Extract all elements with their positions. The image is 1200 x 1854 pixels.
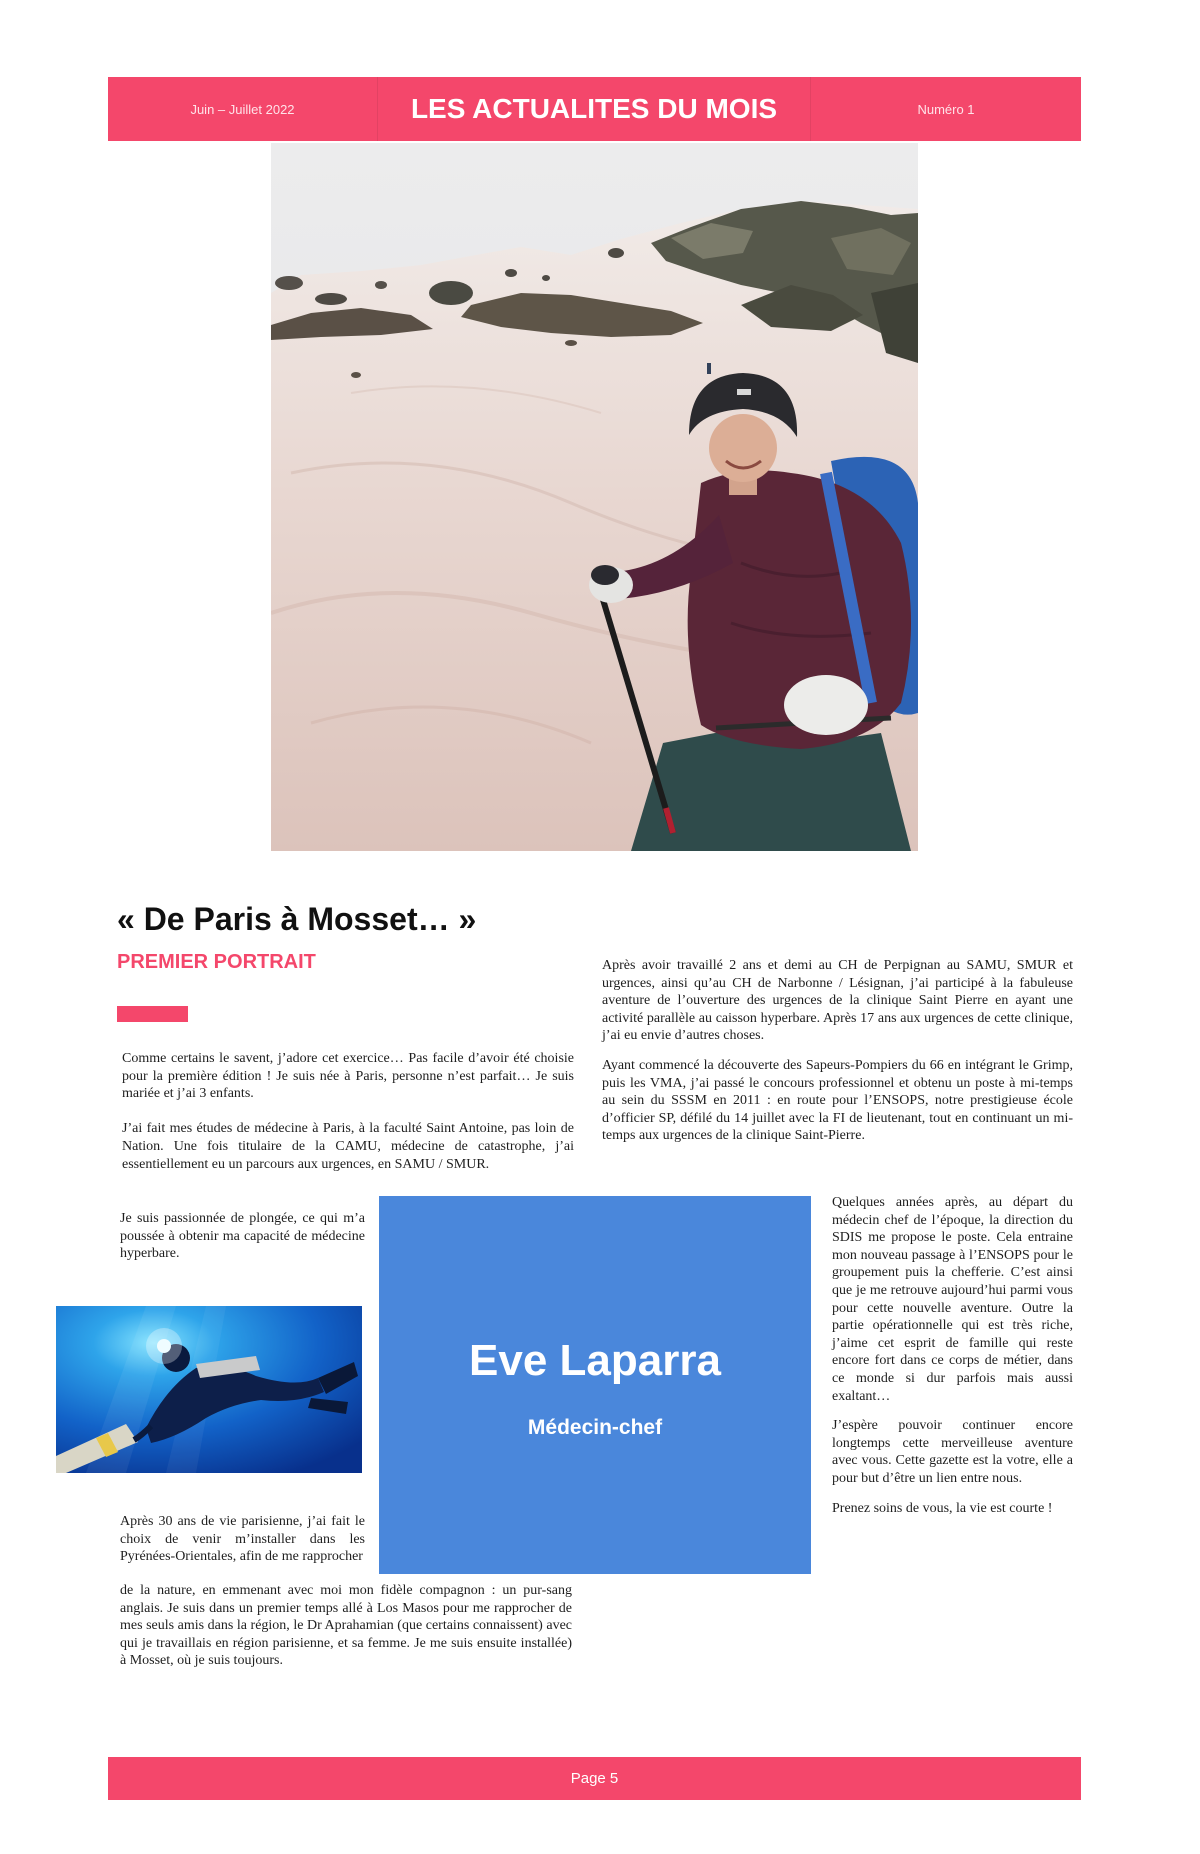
issue-number: Numéro 1: [917, 101, 975, 117]
career-paragraph: Ayant commencé la découverte des Sapeurs-Pompiers du 66 en intégrant le Grimp, puis les VMA, j’ai passé le concours professionnel et obtenu un poste à mi-temps au sein du SSSM en 2011 : en route pour l’ENSOPS, notre prestigieuse école d’officier SP, défilé du 14 juillet avec la FI de lieutenant, tout en continuant un mi-temps aux urgences de la clinique Saint-Pierre.: [602, 1057, 1073, 1144]
career-paragraph: Après avoir travaillé 2 ans et demi au CH de Perpignan au SAMU, SMUR et urgences, ainsi qu’au CH de Narbonne / Lésignan, j’ai participé à la fabuleuse aventure de l’ouverture des urgences de la clinique Saint Pierre en ayant une activité parallèle au caisson hyperbare. Après 17 ans aux urgences de cette clinique, j’ai eu envie d’autres choses.: [602, 958, 1073, 1044]
accent-divider: [117, 1006, 188, 1022]
article-kicker: PREMIER PORTRAIT: [117, 951, 316, 973]
move-paragraph-end-text: de la nature, en emmenant avec moi mon fidèle compagnon : un pur-sang anglais. Je suis dans un premier temps allé à Los Masos pour me rapprocher de mes seuls amis dans la région, le Dr Aprahamian (que certains connaissent) avec qui je travaillais en région parisienne, et sa femme. Je me suis ensuite installée) à Mosset, où je suis toujours.: [120, 1583, 572, 1669]
footer-bar: [108, 1757, 1081, 1800]
diving-paragraph: [120, 1210, 365, 1263]
closing-paragraph: Quelques années après, au départ du médecin chef de l’époque, la direction du SDIS me propose le poste. Cela entraine mon nouveau passage à l’ENSOPS pour le groupement puis la chefferie. C’est ainsi que je me retrouve aujourd’hui parmi vous pour cette nouvelle aventure. Outre la partie opérationnelle qui est très riche, j’aime cet esprit de famille qui reste encore fort dans ce corps de métier, dans ce monde si dur parfois mais aussi exaltant…: [832, 1195, 1073, 1404]
newsletter-title: LES ACTUALITES DU MOIS: [377, 77, 811, 141]
mountain-photo: [271, 143, 918, 851]
diving-photo: [56, 1306, 362, 1473]
profile-name: Eve Laparra: [469, 1336, 721, 1385]
intro-paragraph: J’ai fait mes études de médecine à Paris, à la faculté Saint Antoine, pas loin de Nation. Une fois titulaire de la CAMU, médecine de catastrophe, j’ai essentiellement eu un parcours aux urgences, en SAMU / SMUR.: [122, 1121, 574, 1172]
closing-column: [832, 1194, 1073, 1517]
intro-column: [122, 1050, 574, 1173]
closing-paragraph: Prenez soins de vous, la vie est courte !: [832, 1500, 1053, 1516]
article-title: « De Paris à Mosset… »: [117, 901, 477, 937]
issue-date: Juin – Juillet 2022: [190, 101, 295, 117]
diving-paragraph-text: Je suis passionnée de plongée, ce qui m’a poussée à obtenir ma capacité de médecine hyperbare.: [120, 1211, 365, 1262]
intro-paragraph: Comme certains le savent, j’adore cet exercice… Pas facile d’avoir été choisie pour la première édition ! Je suis née à Paris, personne n’est parfait… Je suis mariée et j’ai 3 enfants.: [122, 1051, 574, 1102]
profile-box: [379, 1196, 811, 1574]
career-column: [602, 957, 1073, 1145]
move-paragraph-start-text: Après 30 ans de vie parisienne, j’ai fait le choix de venir m’installer dans les Pyrénées-Orientales, afin de me rapprocher: [120, 1514, 365, 1565]
header-bar: [108, 77, 1081, 141]
profile-role: Médecin-chef: [527, 1416, 663, 1439]
move-paragraph-start: [120, 1513, 365, 1566]
closing-paragraph: J’espère pouvoir continuer encore longtemps cette merveilleuse aventure avec vous. Cette gazette est la votre, elle a pour but d’être un lien entre nous.: [832, 1418, 1073, 1486]
distant-skier: [707, 363, 711, 374]
page-number: Page 5: [570, 1770, 619, 1787]
move-paragraph-end: [120, 1582, 572, 1670]
